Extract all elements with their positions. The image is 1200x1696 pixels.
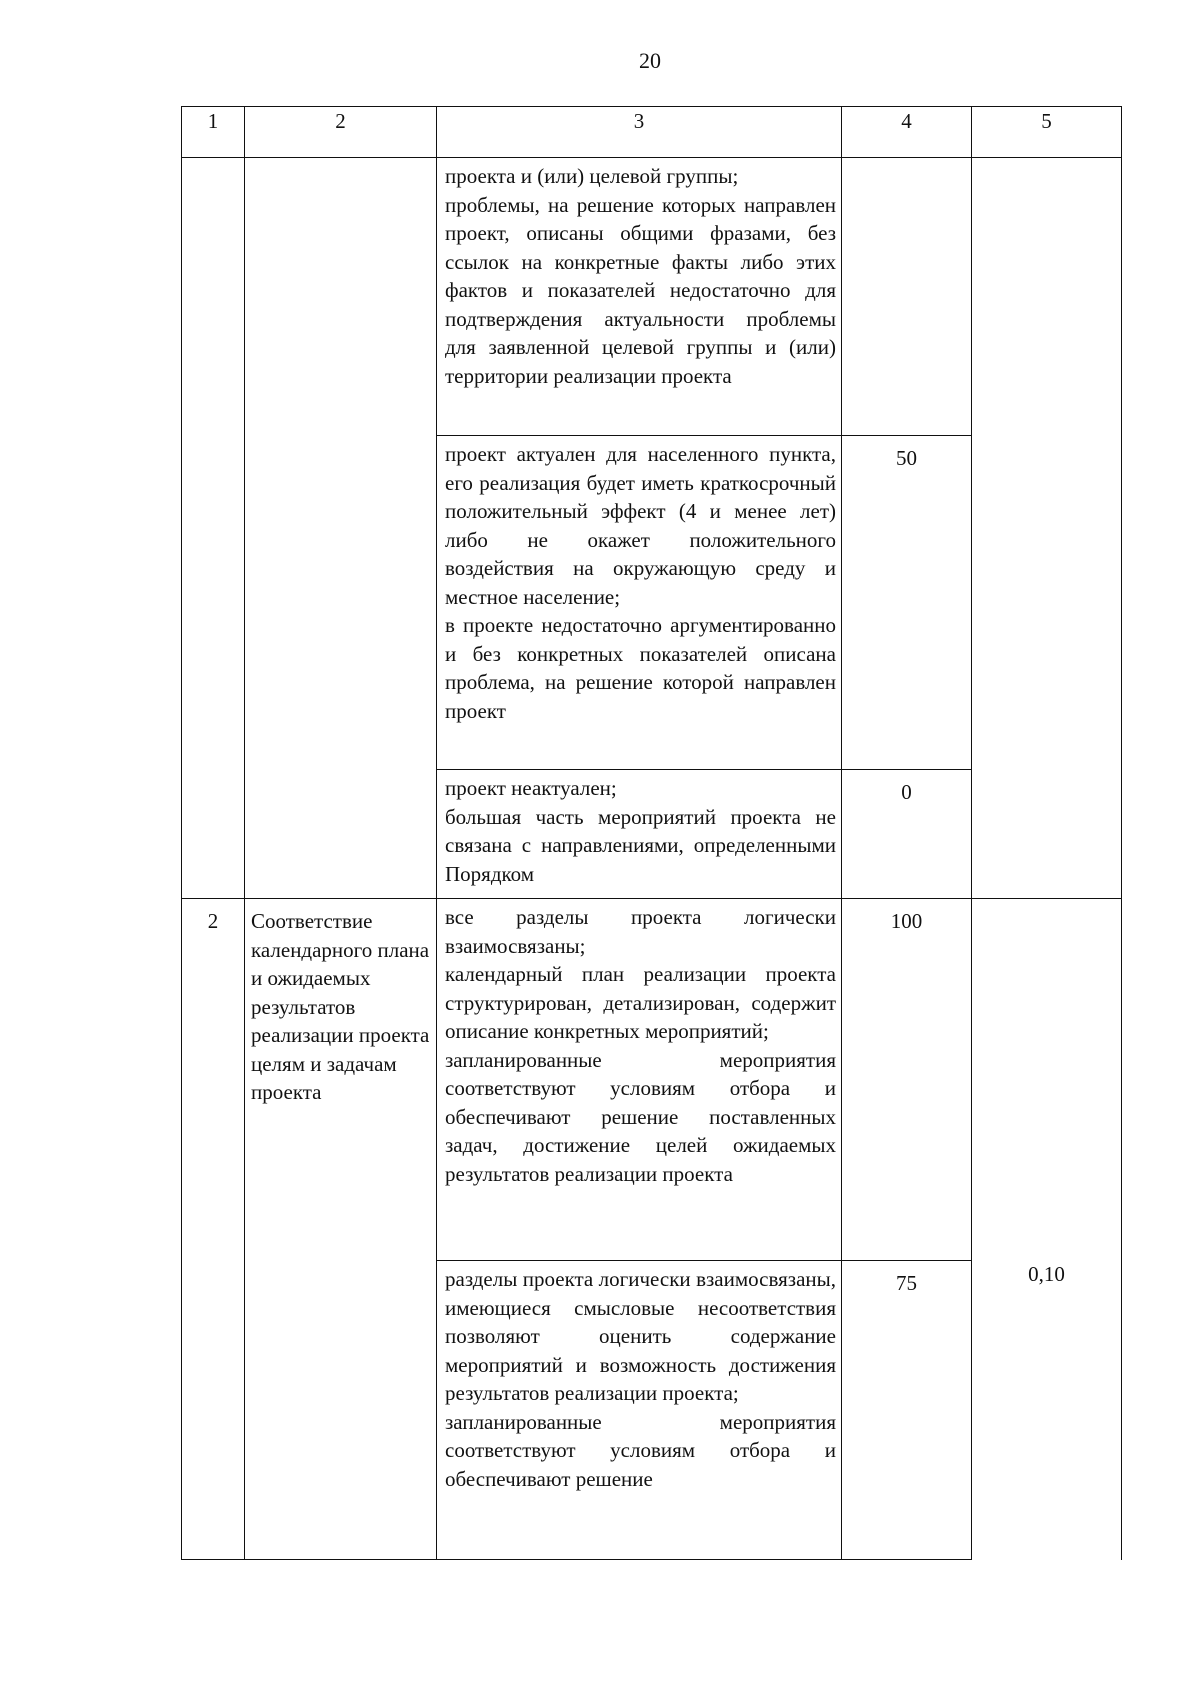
row2-score-cell-2: 75	[842, 1261, 972, 1560]
description-paragraph: проект актуален для населенного пункта, его реализация будет иметь краткосрочный положительный эффект (4 и менее лет) либо не окажет положительного воздействия на окружающую среду и местное население;	[445, 442, 836, 609]
row1-weight-cell	[972, 158, 1122, 899]
row1-number-cell	[182, 158, 245, 899]
row1-score-cell-3: 0	[842, 770, 972, 899]
description-paragraph: проблемы, на решение которых направлен проект, описаны общими фразами, без ссылок на конкретные факты либо этих фактов и показателей недостаточно для подтверждения актуальности проблемы для заявленной целевой группы и (или) территории реализации проекта	[445, 192, 836, 388]
row1-description-block-1	[437, 158, 842, 436]
description-paragraph: все разделы проекта логически взаимосвязаны;	[445, 905, 836, 958]
row1-score-cell-2: 50	[842, 436, 972, 770]
weight-value: 0,10	[1028, 1261, 1065, 1286]
column-header-2: 2	[245, 107, 437, 158]
row2-description-block-2	[437, 1261, 842, 1560]
row1-description-block-2	[437, 436, 842, 770]
description-paragraph: календарный план реализации проекта структурирован, детализирован, содержит описание конкретных мероприятий;	[445, 962, 836, 1043]
row2-description-block-1	[437, 899, 842, 1261]
description-paragraph: в проекте недостаточно аргументированно и без конкретных показателей описана проблема, на решение которой направлен проект	[445, 613, 836, 723]
column-header-3: 3	[437, 107, 842, 158]
table-row	[182, 899, 1122, 1261]
column-header-4: 4	[842, 107, 972, 158]
row1-score-cell-1	[842, 158, 972, 436]
row2-criterion-cell: Соответствие календарного плана и ожидаемых результатов реализации проекта целям и задачам проекта	[245, 899, 437, 1560]
description-paragraph: большая часть мероприятий проекта не связана с направлениями, определенными Порядком	[445, 804, 836, 886]
table-header-row	[182, 107, 1122, 158]
description-paragraph: запланированные мероприятия соответствуют условиям отбора и обеспечивают решение	[445, 1409, 836, 1491]
evaluation-criteria-table	[181, 106, 1122, 1560]
row1-criterion-cell	[245, 158, 437, 899]
row2-number-cell: 2	[182, 899, 245, 1560]
row2-weight-cell	[972, 899, 1122, 1560]
row1-description-block-3	[437, 770, 842, 899]
description-paragraph: проект неактуален;	[445, 776, 617, 800]
row2-score-cell-1: 100	[842, 899, 972, 1261]
page-number: 20	[639, 48, 661, 73]
description-paragraph: запланированные мероприятия соответствуют условиям отбора и обеспечивают решение поставленных задач, достижение целей ожидаемых результатов реализации проекта	[445, 1047, 836, 1186]
column-header-5: 5	[972, 107, 1122, 158]
description-paragraph: разделы проекта логически взаимосвязаны, имеющиеся смысловые несоответствия позволяют оценить содержание мероприятий и возможность достижения результатов реализации проекта;	[445, 1267, 836, 1405]
description-paragraph: проекта и (или) целевой группы;	[445, 164, 739, 188]
table-row	[182, 158, 1122, 436]
column-header-1: 1	[182, 107, 245, 158]
